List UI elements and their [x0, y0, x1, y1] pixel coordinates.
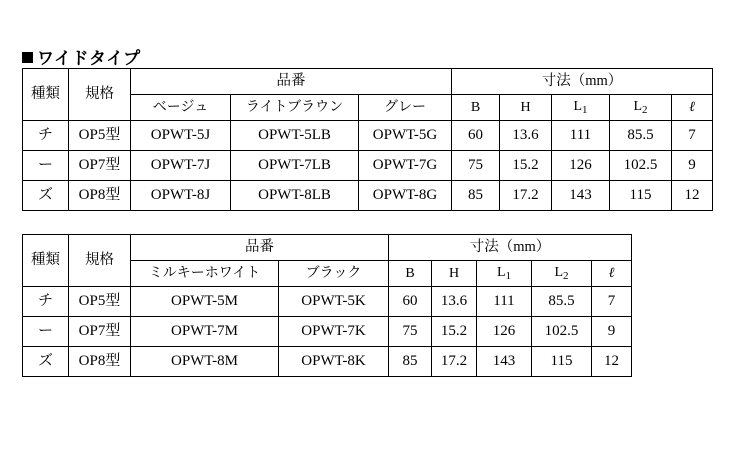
- table-row: [23, 121, 713, 151]
- cell-dim-h: 15.2: [432, 317, 477, 347]
- header-dim-l1: $L_1$: [552, 95, 610, 121]
- header-color-lightbrown: ライトブラウン: [231, 95, 359, 121]
- header-dim-l2: $L_2$: [610, 95, 672, 121]
- section-heading-label: ワイドタイプ: [37, 49, 141, 68]
- cell-dim-l2: 85.5: [610, 121, 672, 151]
- header-dim-b: B: [452, 95, 500, 121]
- cell-partno-grey: OPWT-8G: [359, 181, 452, 211]
- cell-partno-milkywhite: OPWT-5M: [131, 287, 279, 317]
- cell-dim-l1: 126: [552, 151, 610, 181]
- header-dim-l2: $L_2$: [532, 261, 592, 287]
- table-header-row: [23, 235, 632, 261]
- cell-partno-milkywhite: OPWT-7M: [131, 317, 279, 347]
- header-partno-group: 品番: [131, 69, 452, 95]
- cell-dim-b: 60: [389, 287, 432, 317]
- kind-char: ー: [23, 317, 69, 347]
- header-color-beige: ベージュ: [131, 95, 231, 121]
- header-color-black: ブラック: [279, 261, 389, 287]
- cell-standard: OP8型: [69, 181, 131, 211]
- header-dim-l1: $L_1$: [477, 261, 532, 287]
- cell-dim-l: 7: [592, 287, 632, 317]
- cell-partno-black: OPWT-5K: [279, 287, 389, 317]
- cell-dim-l1: 111: [552, 121, 610, 151]
- cell-standard: OP7型: [69, 151, 131, 181]
- cell-partno-beige: OPWT-7J: [131, 151, 231, 181]
- header-dim-h: H: [500, 95, 552, 121]
- cell-dim-l1: 143: [552, 181, 610, 211]
- cell-partno-black: OPWT-8K: [279, 347, 389, 377]
- cell-partno-black: OPWT-7K: [279, 317, 389, 347]
- table-row: [23, 287, 632, 317]
- cell-dim-b: 60: [452, 121, 500, 151]
- cell-partno-lightbrown: OPWT-5LB: [231, 121, 359, 151]
- header-dim-l: ℓ: [592, 261, 632, 287]
- cell-partno-beige: OPWT-5J: [131, 121, 231, 151]
- table-row: [23, 151, 713, 181]
- table-header-row: [23, 69, 713, 95]
- cell-partno-lightbrown: OPWT-8LB: [231, 181, 359, 211]
- cell-dim-b: 75: [389, 317, 432, 347]
- table-row: [23, 317, 632, 347]
- header-partno-group: 品番: [131, 235, 389, 261]
- header-dim-l: ℓ: [672, 95, 713, 121]
- square-bullet-icon: [22, 52, 33, 63]
- header-standard: 規格: [69, 235, 131, 287]
- cell-dim-l: 9: [672, 151, 713, 181]
- cell-dim-l2: 102.5: [610, 151, 672, 181]
- cell-dim-h: 13.6: [500, 121, 552, 151]
- cell-dim-h: 17.2: [500, 181, 552, 211]
- cell-dim-l: 12: [672, 181, 713, 211]
- header-dimension-group: 寸法（mm）: [389, 235, 632, 261]
- kind-char: チ: [23, 121, 69, 151]
- header-dim-b: B: [389, 261, 432, 287]
- cell-dim-l1: 126: [477, 317, 532, 347]
- cell-dim-b: 85: [452, 181, 500, 211]
- section-heading: [22, 44, 141, 69]
- header-dimension-group: 寸法（mm）: [452, 69, 713, 95]
- header-color-grey: グレー: [359, 95, 452, 121]
- cell-dim-l1: 143: [477, 347, 532, 377]
- cell-dim-l1: 111: [477, 287, 532, 317]
- spec-table-2: [22, 234, 632, 377]
- cell-partno-grey: OPWT-7G: [359, 151, 452, 181]
- cell-standard: OP8型: [69, 347, 131, 377]
- header-color-milkywhite: ミルキーホワイト: [131, 261, 279, 287]
- cell-dim-l2: 85.5: [532, 287, 592, 317]
- cell-partno-milkywhite: OPWT-8M: [131, 347, 279, 377]
- cell-dim-l: 7: [672, 121, 713, 151]
- cell-dim-h: 17.2: [432, 347, 477, 377]
- table-row: [23, 181, 713, 211]
- cell-partno-beige: OPWT-8J: [131, 181, 231, 211]
- cell-dim-l: 9: [592, 317, 632, 347]
- table-row: [23, 347, 632, 377]
- kind-char: ズ: [23, 347, 69, 377]
- header-kind: 種類: [23, 235, 69, 287]
- cell-standard: OP5型: [69, 121, 131, 151]
- cell-dim-l2: 102.5: [532, 317, 592, 347]
- cell-dim-h: 15.2: [500, 151, 552, 181]
- spec-table-1: [22, 68, 713, 211]
- cell-dim-l2: 115: [532, 347, 592, 377]
- header-standard: 規格: [69, 69, 131, 121]
- cell-dim-b: 85: [389, 347, 432, 377]
- kind-char: チ: [23, 287, 69, 317]
- cell-dim-l: 12: [592, 347, 632, 377]
- header-dim-h: H: [432, 261, 477, 287]
- cell-dim-l2: 115: [610, 181, 672, 211]
- kind-char: ズ: [23, 181, 69, 211]
- cell-dim-h: 13.6: [432, 287, 477, 317]
- cell-standard: OP7型: [69, 317, 131, 347]
- cell-dim-b: 75: [452, 151, 500, 181]
- cell-partno-lightbrown: OPWT-7LB: [231, 151, 359, 181]
- kind-char: ー: [23, 151, 69, 181]
- cell-partno-grey: OPWT-5G: [359, 121, 452, 151]
- header-kind: 種類: [23, 69, 69, 121]
- cell-standard: OP5型: [69, 287, 131, 317]
